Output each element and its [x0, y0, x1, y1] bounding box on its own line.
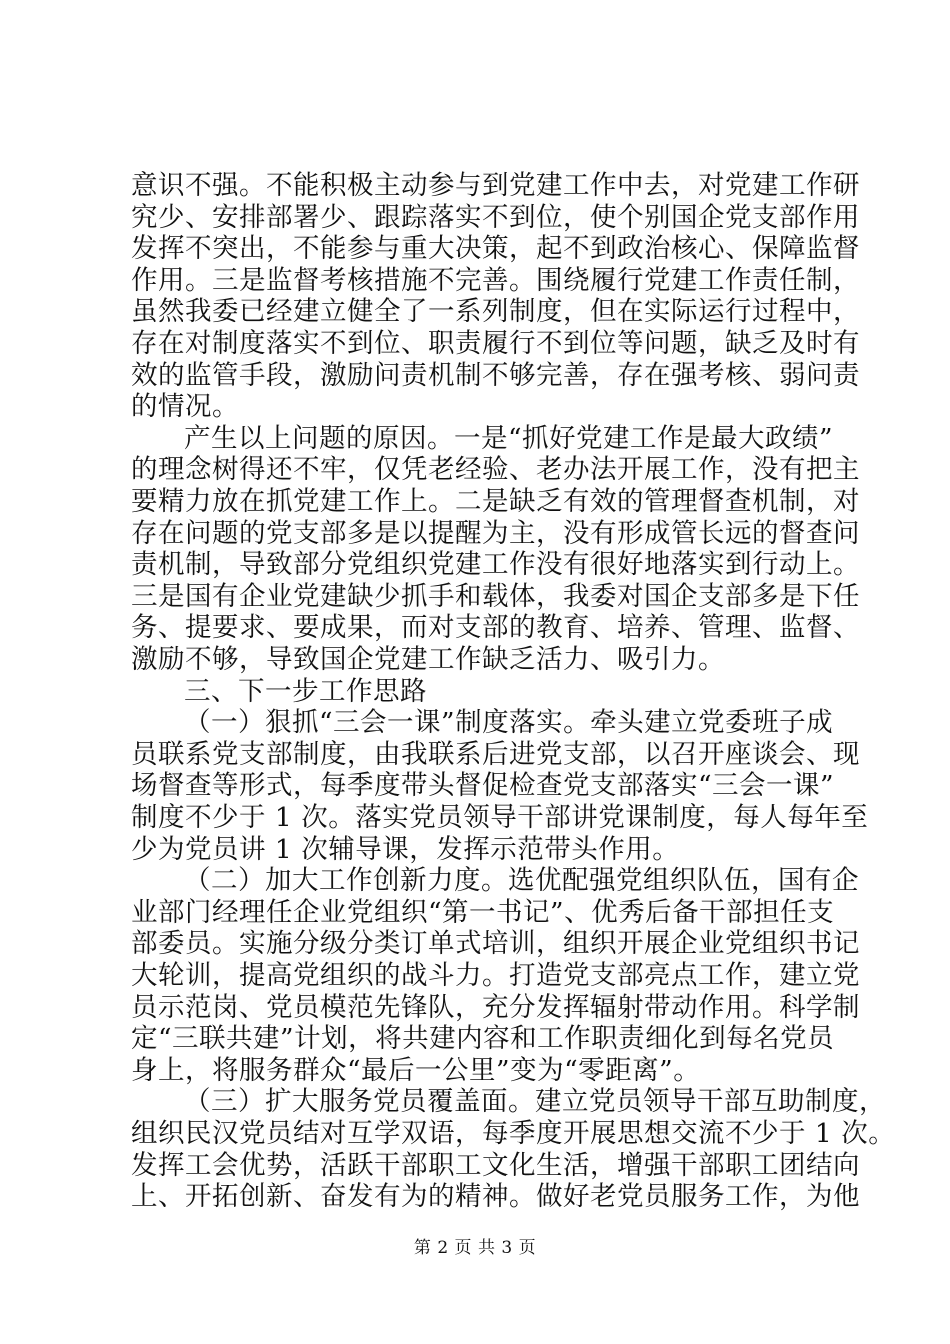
- text-line: 组织民汉党员结对互学双语，每季度开展思想交流不少于 1 次。: [131, 1118, 896, 1149]
- text-line: 少为党员讲 1 次辅导课，发挥示范带头作用。: [131, 833, 680, 865]
- text-line: 三是国有企业党建缺少抓手和载体，我委对国企支部多是下任: [131, 580, 860, 612]
- text-line: 的情况。: [131, 391, 239, 423]
- paragraph-start-line: 产生以上问题的原因。一是“抓好党建工作是最大政绩”: [184, 422, 834, 454]
- text-line: 场督查等形式，每季度带头督促检查党支部落实“三会一课”: [131, 770, 835, 802]
- text-line: 上、开拓创新、奋发有为的精神。做好老党员服务工作，为他: [131, 1181, 860, 1213]
- page-footer: 第 2 页 共 3 页: [413, 1238, 537, 1258]
- text-line: 发挥不突出，不能参与重大决策，起不到政治核心、保障监督: [131, 233, 860, 265]
- paragraph-start-line: （三）扩大服务党员覆盖面。建立党员领导干部互助制度，: [184, 1086, 886, 1118]
- text-line: 要精力放在抓党建工作上。二是缺乏有效的管理督查机制，对: [131, 486, 860, 517]
- text-line: 员联系党支部制度，由我联系后进党支部，以召开座谈会、现: [131, 738, 860, 770]
- text-line: 责机制，导致部分党组织党建工作没有很好地落实到行动上。: [131, 549, 860, 581]
- text-line: 的理念树得还不牢，仅凭老经验、老办法开展工作，没有把主: [131, 454, 860, 486]
- text-line: 虽然我委已经建立健全了一系列制度，但在实际运行过程中，: [131, 296, 860, 328]
- text-line: 制度不少于 1 次。落实党员领导干部讲党课制度，每人每年至: [131, 802, 869, 833]
- text-line: 业部门经理任企业党组织“第一书记”、优秀后备干部担任支: [131, 896, 835, 928]
- text-line: 存在问题的党支部多是以提醒为主，没有形成管长远的督查问: [131, 517, 860, 549]
- text-line: 存在对制度落实不到位、职责履行不到位等问题，缺乏及时有: [131, 328, 860, 359]
- text-line: 大轮训，提高党组织的战斗力。打造党支部亮点工作，建立党: [131, 960, 860, 991]
- text-line: 发挥工会优势，活跃干部职工文化生活，增强干部职工团结向: [131, 1149, 860, 1181]
- section-heading: 三、下一步工作思路: [184, 675, 427, 707]
- text-line: 激励不够，导致国企党建工作缺乏活力、吸引力。: [131, 644, 725, 675]
- text-line: 员示范岗、党员模范先锋队，充分发挥辐射带动作用。科学制: [131, 991, 860, 1023]
- text-line: 意识不强。不能积极主动参与到党建工作中去，对党建工作研: [131, 170, 860, 201]
- text-line: 部委员。实施分级分类订单式培训，组织开展企业党组织书记: [131, 928, 860, 960]
- text-line: 身上，将服务群众“最后一公里”变为“零距离”。: [131, 1054, 701, 1086]
- paragraph-start-line: （二）加大工作创新力度。选优配强党组织队伍，国有企: [184, 865, 859, 897]
- text-line: 定“三联共建”计划，将共建内容和工作职责细化到每名党员: [131, 1023, 835, 1055]
- text-line: 效的监管手段，激励问责机制不够完善，存在强考核、弱问责: [131, 359, 860, 391]
- paragraph-start-line: （一）狠抓“三会一课”制度落实。牵头建立党委班子成: [184, 707, 834, 739]
- text-line: 作用。三是监督考核措施不完善。围绕履行党建工作责任制，: [131, 264, 860, 296]
- text-line: 务、提要求、要成果，而对支部的教育、培养、管理、监督、: [131, 612, 860, 644]
- text-line: 究少、安排部署少、跟踪落实不到位，使个别国企党支部作用: [131, 201, 860, 233]
